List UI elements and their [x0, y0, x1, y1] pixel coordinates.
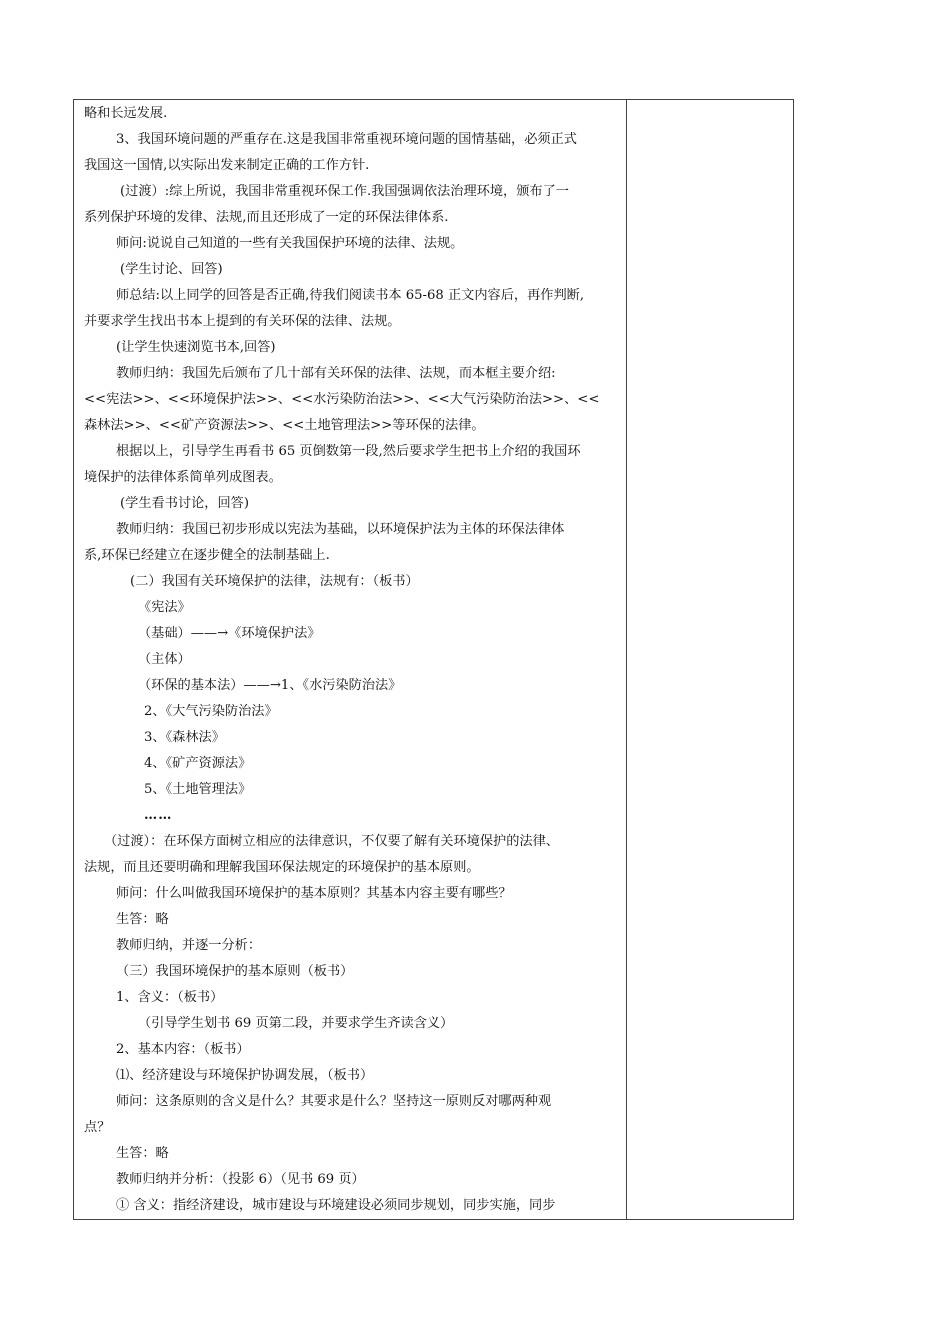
text-line: 师问：什么叫做我国环境保护的基本原则？其基本内容主要有哪些？ — [116, 886, 512, 901]
text-line: 3、《森林法》 — [144, 730, 225, 745]
text-line: 1、含义：（板书） — [116, 990, 224, 1005]
text-line: 教师归纳：我国先后颁布了几十部有关环保的法律、法规，而本框主要介绍: — [116, 366, 556, 381]
text-line: （环保的基本法）——→1、《水污染防治法》 — [138, 678, 402, 693]
text-line: （基础）——→《环境保护法》 — [138, 626, 321, 641]
text-line: (学生看书讨论，回答) — [120, 496, 249, 511]
text-line: 师总结:以上同学的回答是否正确,待我们阅读书本 65-68 正文内容后，再作判断, — [116, 288, 585, 303]
text-line: 教师归纳，并逐一分析： — [116, 938, 262, 953]
text-line: (过渡）:综上所说，我国非常重视环保工作.我国强调依法治理环境，颁布了一 — [120, 184, 569, 199]
text-line: 并要求学生找出书本上提到的有关环保的法律、法规。 — [84, 314, 401, 329]
text-line: 教师归纳并分析：（投影 6）（见书 69 页） — [116, 1172, 365, 1187]
text-line: 森林法>>、<<矿产资源法>>、<<土地管理法>>等环保的法律。 — [84, 418, 485, 433]
text-line: （三）我国环境保护的基本原则（板书） — [116, 964, 354, 979]
text-line: （过渡）：在环保方面树立相应的法律意识，不仅要了解有关环境保护的法律、 — [104, 834, 559, 849]
text-line: 5、《土地管理法》 — [144, 782, 252, 797]
lesson-text-cell — [84, 101, 620, 1219]
text-line: 2、《大气污染防治法》 — [144, 704, 278, 719]
text-line: 教师归纳：我国已初步形成以宪法为基础，以环境保护法为主体的环保法律体 — [116, 522, 565, 537]
text-line: 境保护的法律体系简单列成图表。 — [84, 470, 282, 485]
text-line: (二）我国有关环境保护的法律，法规有：（板书） — [130, 574, 419, 589]
text-line: ① 含义：指经济建设，城市建设与环境建设必须同步规划，同步实施，同步 — [116, 1198, 556, 1213]
text-line: 师问:说说自己知道的一些有关我国保护环境的法律、法规。 — [116, 236, 464, 251]
text-line: (学生讨论、回答) — [120, 262, 223, 277]
text-line: 略和长远发展. — [84, 106, 168, 121]
column-divider — [626, 99, 627, 1220]
text-line: 生答：略 — [116, 912, 169, 927]
text-line: 系,环保已经建立在逐步健全的法制基础上. — [84, 548, 330, 563]
text-line: <<宪法>>、<<环境保护法>>、<<水污染防治法>>、<<大气污染防治法>>、<< — [84, 392, 600, 407]
text-line: （引导学生划书 69 页第二段，并要求学生齐读含义） — [138, 1016, 454, 1031]
text-line: 我国这一国情,以实际出发来制定正确的工作方针. — [84, 158, 370, 173]
text-line: 2、基本内容：（板书） — [116, 1042, 250, 1057]
text-line: 师问：这条原则的含义是什么？其要求是什么？坚持这一原则反对哪两种观 — [116, 1094, 552, 1109]
text-line: 4、《矿产资源法》 — [144, 756, 252, 771]
text-line: 3、我国环境问题的严重存在.这是我国非常重视环境问题的国情基础，必须正式 — [116, 132, 577, 147]
text-line: …… — [144, 808, 173, 823]
text-line: 根据以上，引导学生再看书 65 页倒数第一段,然后要求学生把书上介绍的我国环 — [116, 444, 581, 459]
text-line: 《宪法》 — [138, 600, 191, 615]
text-line: 生答：略 — [116, 1146, 169, 1161]
text-line: 系列保护环境的发律、法规,而且还形成了一定的环保法律体系. — [84, 210, 449, 225]
text-line: ⑴、经济建设与环境保护协调发展，（板书） — [116, 1068, 374, 1083]
text-line: (让学生快速浏览书本,回答) — [116, 340, 276, 355]
text-line: （主体） — [138, 652, 191, 667]
text-line: 点？ — [84, 1120, 111, 1135]
text-line: 法规，而且还要明确和理解我国环保法规定的环境保护的基本原则。 — [84, 860, 480, 875]
